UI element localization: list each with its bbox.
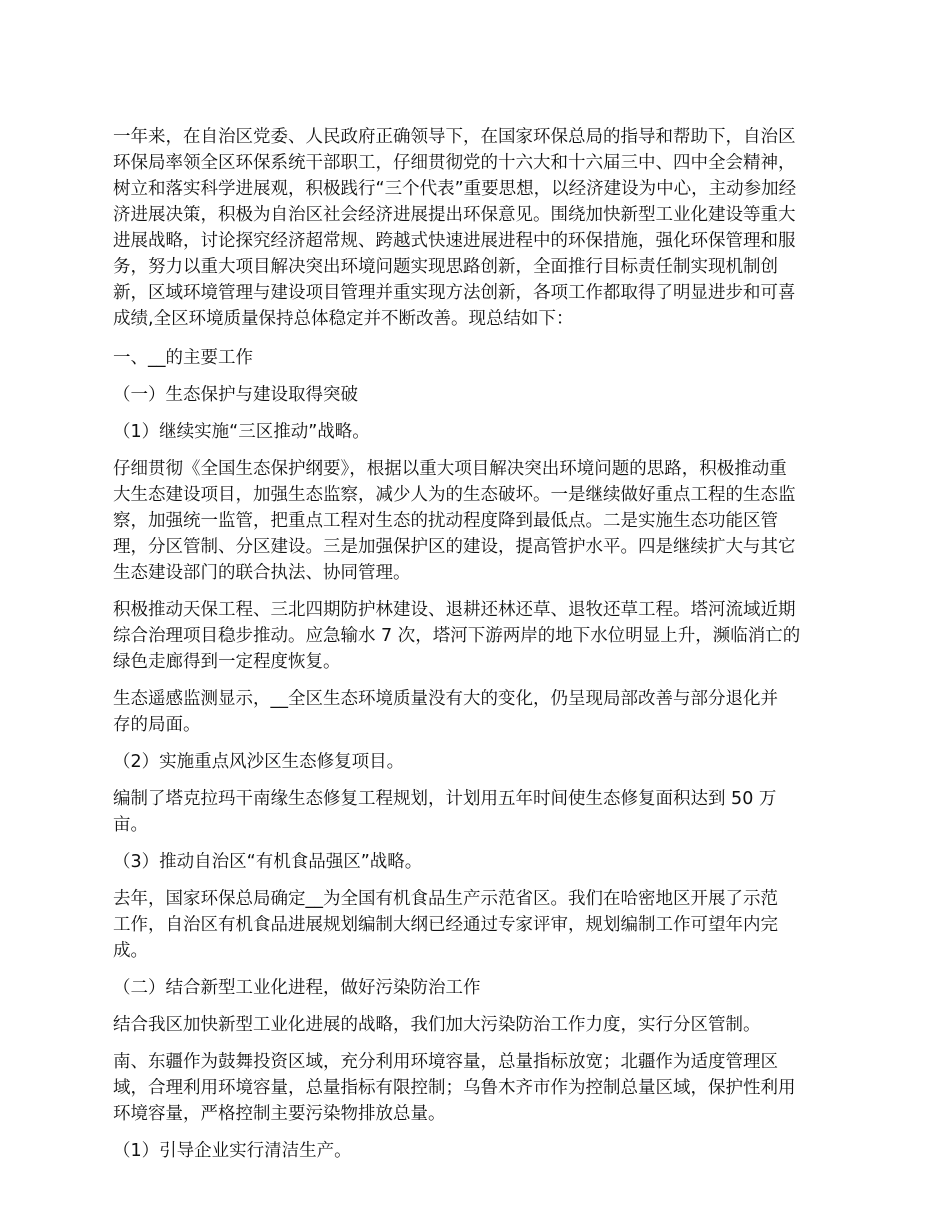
text-line: 务，努力以重大项目解决突出环境问题实现思路创新，全面推行目标责任制实现机制创 [113,257,778,277]
text-line: 新，区域环境管理与建设项目管理并重实现方法创新，各项工作都取得了明显进步和可喜 [113,283,796,303]
text-line: 域，合理利用环境容量，总量指标有限控制；乌鲁木齐市作为控制总量区域，保护性利用 [113,1078,796,1098]
text-line: （二）结合新型工业化进程，做好污染防治工作 [113,978,481,998]
paragraph [113,1012,841,1038]
section-heading [113,345,841,371]
text-line: 积极推动天保工程、三北四期防护林建设、退耕还林还草、退牧还草工程。塔河流域近期 [113,600,796,620]
text-line: 树立和落实科学进展观，积极践行“三个代表”重要思想，以经济建设为中心，主动参加经 [113,179,797,199]
text-line: 生态建设部门的联合执法、协同管理。 [113,563,411,583]
paragraph [113,456,841,586]
text-line: （1）引导企业实行清洁生产。 [113,1141,352,1161]
text-line: 结合我区加快新型工业化进展的战略，我们加大污染防治工作力度，实行分区管制。 [113,1015,761,1035]
text-line: 大生态建设项目，加强生态监察，减少人为的生态破坏。一是继续做好重点工程的生态监 [113,485,796,505]
text-line: 工作，自治区有机食品进展规划编制大纲已经通过专家评审，规划编制工作可望年内完 [113,915,778,935]
text-line: 生态遥感监测显示，__全区生态环境质量没有大的变化，仍呈现局部改善与部分退化并 [113,689,778,709]
text-line: 南、东疆作为鼓舞投资区域，充分利用环境容量，总量指标放宽；北疆作为适度管理区 [113,1052,778,1072]
section-heading [113,419,841,445]
text-line: 一、__的主要工作 [113,348,253,368]
text-line: 综合治理项目稳步推动。应急输水 7 次，塔河下游两岸的地下水位明显上升，濒临消亡的 [113,626,801,646]
section-heading [113,749,841,775]
paragraph [113,886,841,964]
paragraph [113,686,841,738]
document-content [113,124,841,1164]
text-line: 亩。 [113,815,148,835]
text-line: 仔细贯彻《全国生态保护纲要》，根据以重大项目解决突出环境问题的思路，积极推动重 [113,459,787,479]
paragraph [113,597,841,675]
text-line: 环保局率领全区环保系统干部职工，仔细贯彻党的十六大和十六届三中、四中全会精神， [113,153,796,173]
text-line: 察，加强统一监管，把重点工程对生态的扰动程度降到最低点。二是实施生态功能区管 [113,511,778,531]
section-heading [113,975,841,1001]
text-line: 进展战略，讨论探究经济超常规、跨越式快速进展进程中的环保措施，强化环保管理和服 [113,231,796,251]
text-line: 环境容量，严格控制主要污染物排放总量。 [113,1104,446,1124]
text-line: 一年来，在自治区党委、人民政府正确领导下，在国家环保总局的指导和帮助下，自治区 [113,127,796,147]
text-line: 绿色走廊得到一定程度恢复。 [113,652,341,672]
text-line: 编制了塔克拉玛干南缘生态修复工程规划，计划用五年时间使生态修复面积达到 50 万 [113,789,777,809]
text-line: 成绩,全区环境质量保持总体稳定并不断改善。现总结如下： [113,309,574,329]
text-line: 济进展决策，积极为自治区社会经济进展提出环保意见。围绕加快新型工业化建设等重大 [113,205,796,225]
paragraph [113,786,841,838]
paragraph [113,1049,841,1127]
text-line: （1）继续实施“三区推动”战略。 [113,422,370,442]
paragraph [113,124,841,332]
text-line: 存的局面。 [113,715,201,735]
section-heading [113,1138,841,1164]
text-line: （2）实施重点风沙区生态修复项目。 [113,752,405,772]
text-line: 去年，国家环保总局确定__为全国有机食品生产示范省区。我们在哈密地区开展了示范 [113,889,778,909]
section-heading [113,382,841,408]
text-line: （3）推动自治区“有机食品强区”战略。 [113,852,423,872]
text-line: 成。 [113,941,148,961]
text-line: 理，分区管制、分区建设。三是加强保护区的建设，提高管护水平。四是继续扩大与其它 [113,537,796,557]
document-body [113,124,841,1164]
text-line: （一）生态保护与建设取得突破 [113,385,358,405]
section-heading [113,849,841,875]
